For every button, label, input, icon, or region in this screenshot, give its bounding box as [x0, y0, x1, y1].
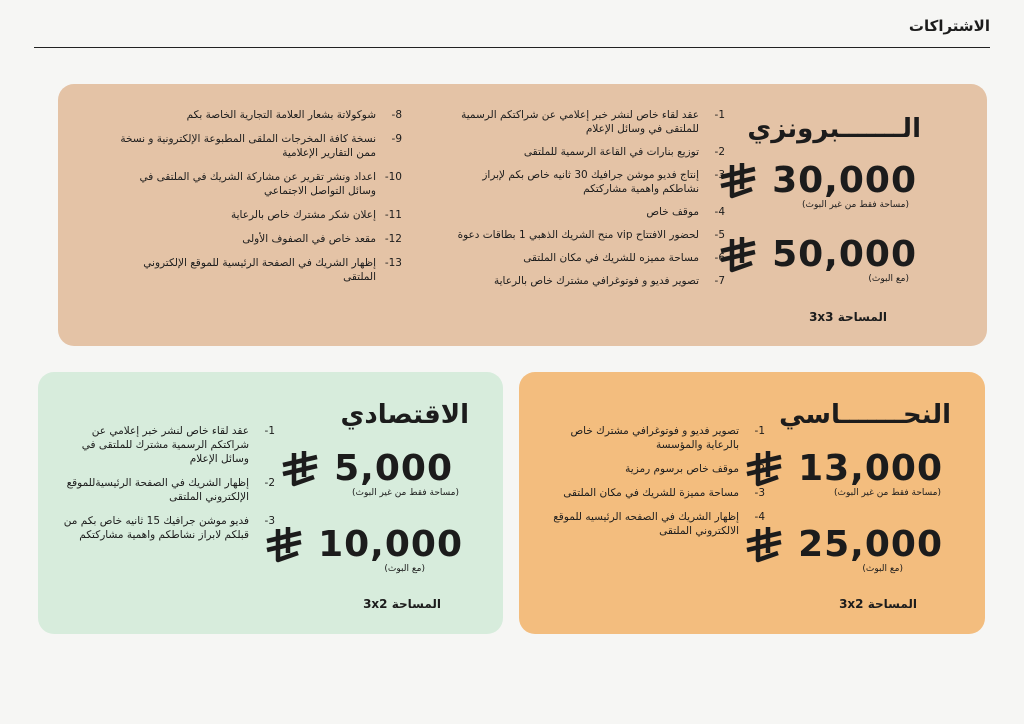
- item-text: إنتاج فديو موشن جرافيك 30 ثانيه خاص بكم لإبراز نشاطكم واهمية مشاركتكم: [482, 169, 699, 195]
- item-number: 1-: [264, 425, 275, 437]
- copper-price2-amount: 25,000: [798, 524, 943, 565]
- list-item: [63, 476, 275, 504]
- list-item: [543, 462, 765, 476]
- item-text: موقف خاص برسوم رمزية: [625, 463, 739, 475]
- bronze-package-card: [58, 84, 987, 346]
- list-item: [112, 256, 402, 284]
- list-item: [63, 424, 275, 466]
- item-text: موقف خاص: [646, 206, 699, 218]
- item-number: 5-: [714, 229, 725, 241]
- item-text: إظهار الشريك في الصفحة الرئيسيةللموقع الإلكتروني الملتقى: [66, 477, 249, 503]
- economy-price-with-booth: [264, 524, 463, 565]
- item-text: فديو موشن جرافيك 15 ثانيه خاص بكم من قبلكم لابراز نشاطكم واهمية مشاركتكم: [63, 515, 249, 541]
- bronze-features-list-2: [112, 108, 402, 294]
- list-item: [455, 205, 725, 219]
- item-number: 2-: [264, 477, 275, 489]
- item-text: مساحة مميزه للشريك في مكان الملتقى: [523, 252, 699, 264]
- item-text: إظهار الشريك في الصفحه الرئيسيه للموقع الالكتروني الملتقى: [553, 511, 739, 537]
- item-number: 1-: [754, 425, 765, 437]
- item-number: 11-: [384, 209, 402, 221]
- economy-price2-note: (مع البوث): [384, 564, 425, 574]
- copper-title: النحـــــــاسي: [779, 400, 951, 430]
- economy-package-card: [38, 372, 503, 634]
- list-item: [455, 251, 725, 265]
- copper-package-card: [519, 372, 985, 634]
- item-number: 4-: [754, 511, 765, 523]
- copper-price-space-only: [744, 448, 943, 489]
- list-item: [543, 424, 765, 452]
- bronze-title: الـــــــبرونزي: [747, 114, 921, 144]
- list-item: [112, 232, 402, 246]
- bronze-price1-note: (مساحة فقط من غير البوث): [802, 200, 909, 210]
- economy-title: الاقتصادي: [340, 400, 469, 430]
- item-text: شوكولاتة بشعار العلامة التجارية الخاصة بكم: [186, 109, 376, 121]
- bronze-area: المساحة 3x3: [809, 310, 887, 324]
- item-text: عقد لقاء خاص لنشر خبر إعلامي عن شراكتكم الرسمية مشترك للملتقى في وسائل الإعلام: [81, 425, 249, 465]
- item-number: 2-: [714, 146, 725, 158]
- item-text: إظهار الشريك في الصفحة الرئيسية للموقع الإلكتروني الملتقى: [143, 257, 376, 283]
- item-text: اعداد ونشر تقرير عن مشاركة الشريك في الملتقى في وسائل التواصل الاجتماعي: [139, 171, 376, 197]
- item-text: تصوير فديو و فوتوغرافي مشترك خاص بالرعاية والمؤسسة: [570, 425, 739, 451]
- item-number: 10-: [384, 171, 402, 183]
- item-number: 13-: [384, 257, 402, 269]
- list-item: [455, 108, 725, 136]
- item-text: تصوير فديو و فوتوغرافي مشترك خاص بالرعاية: [493, 275, 699, 287]
- list-item: [63, 514, 275, 542]
- item-text: توزيع بنارات في القاعة الرسمية للملتقى: [523, 146, 699, 158]
- bronze-price-space-only: [718, 160, 917, 201]
- item-number: 9-: [391, 133, 402, 145]
- list-item: [455, 145, 725, 159]
- item-text: نسخة كافة المخرجات الملقى المطبوعة الإلكترونية و نسخة ممن التقارير الإعلامية: [120, 133, 376, 159]
- item-text: لحضور الافتتاح vip منح الشريك الذهبي 1 بطاقات دعوة: [457, 229, 699, 241]
- copper-price-with-booth: [744, 524, 943, 565]
- copper-features-list: [543, 424, 765, 548]
- item-number: 1-: [714, 109, 725, 121]
- bronze-features-list-1: [455, 108, 725, 297]
- item-number: 3-: [714, 169, 725, 181]
- copper-price2-note: (مع البوث): [862, 564, 903, 574]
- economy-price1-amount: 5,000: [334, 448, 453, 489]
- item-number: 7-: [714, 275, 725, 287]
- riyal-sign-icon: [280, 451, 320, 487]
- item-text: إعلان شكر مشترك خاص بالرعاية: [230, 209, 376, 221]
- economy-price-space-only: [280, 448, 453, 489]
- item-text: عقد لقاء خاص لنشر خبر إعلامي عن شراكتكم الرسمية للملتقى في وسائل الإعلام: [461, 109, 699, 135]
- list-item: [112, 132, 402, 160]
- list-item: [112, 170, 402, 198]
- list-item: [112, 208, 402, 222]
- item-text: مساحة مميزة للشريك في مكان الملتقى: [563, 487, 739, 499]
- item-number: 3-: [754, 487, 765, 499]
- list-item: [455, 228, 725, 242]
- item-number: 3-: [264, 515, 275, 527]
- bronze-price2-amount: 50,000: [772, 234, 917, 275]
- list-item: [543, 486, 765, 500]
- page-title: الاشتراكات: [908, 17, 990, 35]
- bronze-price2-note: (مع البوث): [868, 274, 909, 284]
- item-number: 12-: [384, 233, 402, 245]
- item-number: 6-: [714, 252, 725, 264]
- list-item: [455, 274, 725, 288]
- list-item: [543, 510, 765, 538]
- item-number: 8-: [391, 109, 402, 121]
- copper-price1-note: (مساحة فقط من غير البوث): [834, 488, 941, 498]
- economy-price1-note: (مساحة فقط من غير البوث): [352, 488, 459, 498]
- economy-price2-amount: 10,000: [318, 524, 463, 565]
- copper-area: المساحة 3x2: [839, 597, 917, 611]
- bronze-price-with-booth: [718, 234, 917, 275]
- economy-area: المساحة 3x2: [363, 597, 441, 611]
- item-text: مقعد خاص في الصفوف الأولى: [242, 233, 376, 245]
- copper-price1-amount: 13,000: [798, 448, 943, 489]
- item-number: 4-: [714, 206, 725, 218]
- economy-features-list: [63, 424, 275, 552]
- item-number: 2-: [754, 463, 765, 475]
- bronze-price1-amount: 30,000: [772, 160, 917, 201]
- list-item: [112, 108, 402, 122]
- list-item: [455, 168, 725, 196]
- header-divider: [34, 47, 990, 48]
